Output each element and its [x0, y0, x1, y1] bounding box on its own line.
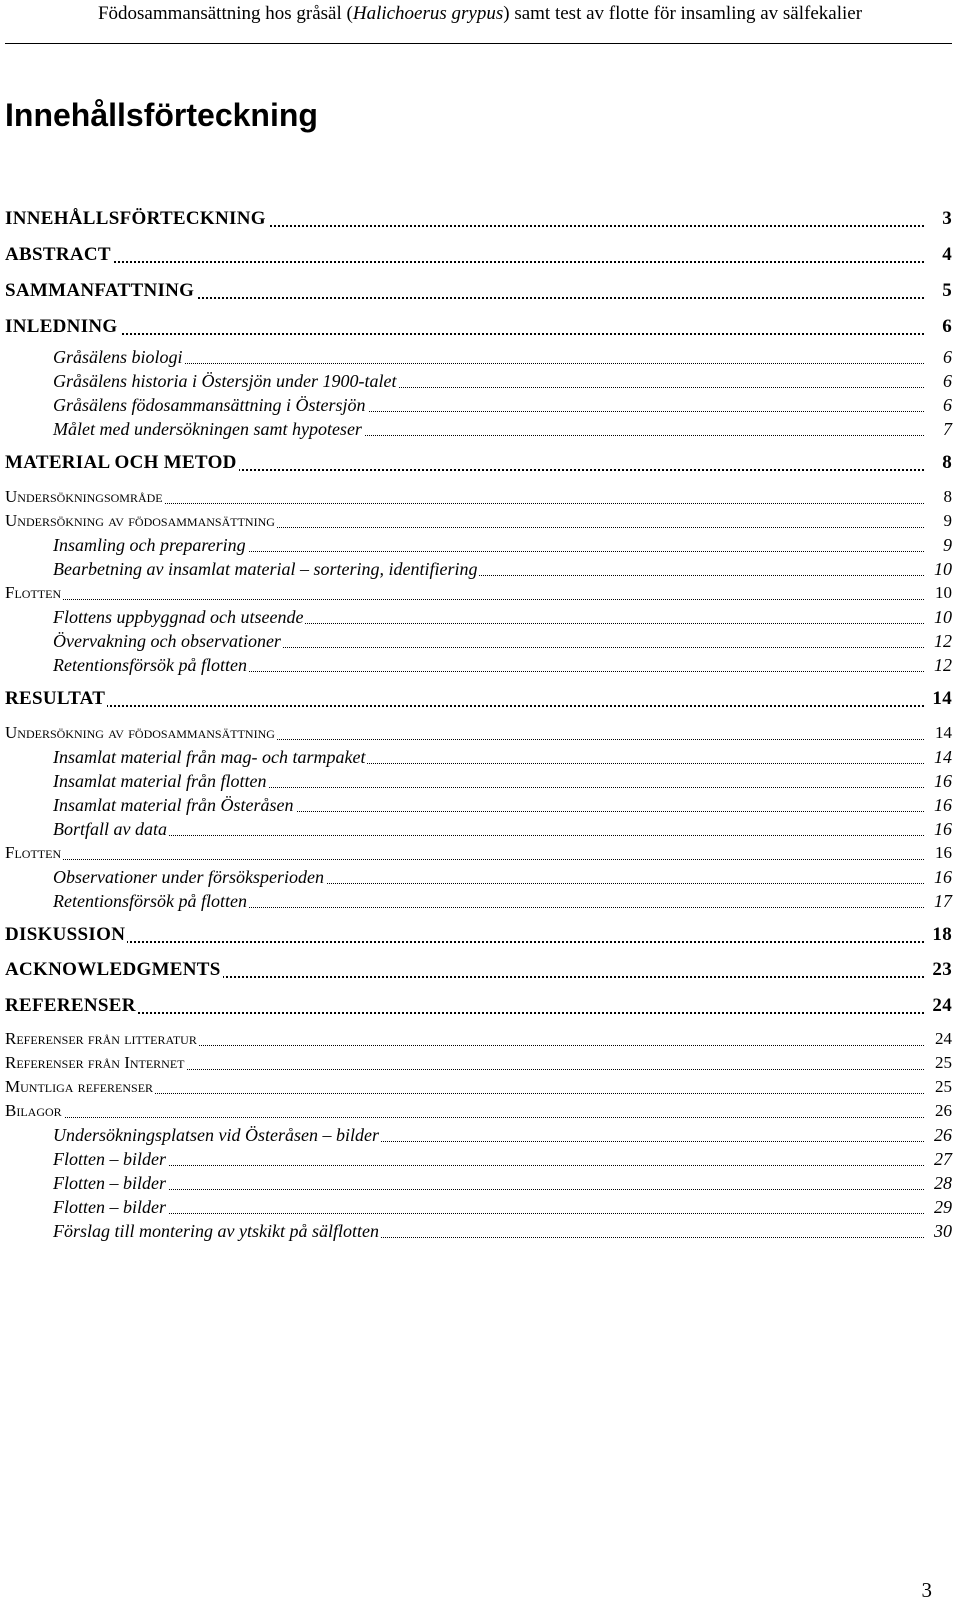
toc-entry-title: Insamlat material från flotten: [53, 771, 267, 791]
toc-entry-page: 4: [942, 244, 952, 265]
toc-entry-title: Insamling och preparering: [53, 535, 246, 555]
toc-entry[interactable]: [0, 1051, 960, 1075]
toc-entry-page: 10: [934, 559, 952, 579]
toc-entry-page: 29: [934, 1197, 952, 1217]
toc-entry-page: 14: [932, 688, 952, 709]
toc-entry-title: DISKUSSION: [5, 924, 126, 945]
toc-dot-leader: [53, 1213, 924, 1214]
toc-entry[interactable]: [0, 1147, 960, 1171]
toc-entry[interactable]: [0, 315, 960, 339]
toc-entry-page: 3: [942, 208, 952, 229]
toc-entry-title: INNEHÅLLSFÖRTECKNING: [5, 208, 266, 229]
toc-dot-leader: [5, 261, 924, 263]
toc-entry[interactable]: [0, 1075, 960, 1099]
toc-entry[interactable]: [0, 393, 960, 417]
toc-entry-page: 6: [943, 347, 952, 367]
toc-entry-page: 16: [934, 819, 952, 839]
toc-entry-title: Insamlat material från mag- och tarmpaket: [53, 747, 366, 767]
toc-entry-page: 27: [934, 1149, 952, 1169]
toc-entry-page: 5: [942, 280, 952, 301]
toc-entry-page: 16: [934, 795, 952, 815]
toc-entry[interactable]: [0, 605, 960, 629]
toc-entry-page: 26: [933, 1099, 952, 1123]
toc-entry-page: 9: [943, 535, 952, 555]
toc-entry-page: 23: [932, 959, 952, 980]
toc-entry-title: Insamlat material från Österåsen: [53, 795, 294, 815]
toc-entry-title: Referenser från litteratur: [5, 1027, 199, 1051]
toc-entry-page: 24: [932, 995, 952, 1016]
running-header-species: Halichoerus grypus: [352, 3, 504, 24]
toc-entry[interactable]: [0, 1219, 960, 1243]
toc-dot-leader: [5, 599, 924, 600]
toc-entry[interactable]: [0, 581, 960, 605]
toc-dot-leader: [53, 835, 924, 836]
toc-entry-title: ABSTRACT: [5, 244, 111, 265]
toc-entry[interactable]: [0, 345, 960, 369]
toc-entry[interactable]: [0, 793, 960, 817]
toc-entry-page: 10: [933, 581, 952, 605]
header-rule: [5, 43, 952, 44]
toc-entry[interactable]: [0, 865, 960, 889]
page-title: Innehållsförteckning: [5, 97, 318, 133]
toc-entry-page: 7: [943, 419, 952, 439]
running-header-text: Födosammansättning hos gråsäl (: [97, 3, 353, 24]
toc-entry-title: Gråsälens historia i Östersjön under 1900-talet: [53, 371, 397, 391]
toc-dot-leader: [5, 333, 924, 335]
toc-entry-page: 14: [934, 747, 952, 767]
toc-entry-page: 14: [933, 721, 952, 745]
toc-entry[interactable]: [0, 369, 960, 393]
toc-entry-title: Undersökningsområde: [5, 485, 165, 509]
toc-entry[interactable]: [0, 509, 960, 533]
toc-entry[interactable]: [0, 279, 960, 303]
toc-entry-title: Retentionsförsök på flotten: [53, 655, 247, 675]
toc-entry-title: INLEDNING: [5, 316, 118, 337]
toc-entry[interactable]: [0, 1099, 960, 1123]
toc-entry-title: Flotten – bilder: [53, 1197, 166, 1217]
toc-entry-page: 18: [932, 924, 952, 945]
toc-entry-page: 16: [934, 771, 952, 791]
toc-dot-leader: [53, 1189, 924, 1190]
toc-entry-title: Gråsälens födosammansättning i Östersjön: [53, 395, 366, 415]
toc-entry[interactable]: [0, 841, 960, 865]
toc-entry-page: 9: [942, 509, 953, 533]
toc-dot-leader: [5, 705, 924, 707]
toc-entry-title: Övervakning och observationer: [53, 631, 281, 651]
toc-entry-page: 25: [933, 1075, 952, 1099]
toc-entry-title: Gråsälens biologi: [53, 347, 183, 367]
toc-entry[interactable]: [0, 1027, 960, 1051]
toc-entry-title: Förslag till montering av ytskikt på sälflotten: [53, 1221, 379, 1241]
toc-entry-page: 16: [934, 867, 952, 887]
running-header: [0, 0, 960, 26]
toc-entry[interactable]: [0, 629, 960, 653]
toc-entry-title: Bortfall av data: [53, 819, 167, 839]
toc-entry-page: 10: [934, 607, 952, 627]
toc-dot-leader: [5, 941, 924, 943]
toc-entry-title: Flotten – bilder: [53, 1173, 166, 1193]
toc-entry-title: Observationer under försöksperioden: [53, 867, 324, 887]
toc-entry-page: 6: [943, 395, 952, 415]
toc-entry-page: 16: [933, 841, 952, 865]
toc-entry-title: Bearbetning av insamlat material – sortering, identifiering: [53, 559, 478, 579]
running-header-text-end: ) samt test av flotte för insamling av sälfekalier: [503, 3, 863, 24]
toc-dot-leader: [5, 859, 924, 860]
toc-entry-page: 24: [933, 1027, 952, 1051]
toc-entry-page: 17: [934, 891, 952, 911]
toc-entry-title: SAMMANFATTNING: [5, 280, 195, 301]
toc-entry[interactable]: [0, 923, 960, 947]
toc-entry-page: 8: [942, 485, 953, 509]
toc-entry[interactable]: [0, 958, 960, 982]
toc-entry-page: 6: [943, 371, 952, 391]
toc-entry-title: MATERIAL OCH METOD: [5, 452, 237, 473]
toc-entry-title: RESULTAT: [5, 688, 106, 709]
toc-entry[interactable]: [0, 653, 960, 677]
toc-entry[interactable]: [0, 769, 960, 793]
toc-entry[interactable]: [0, 745, 960, 769]
toc-entry[interactable]: [0, 243, 960, 267]
toc-entry[interactable]: [0, 451, 960, 475]
toc-entry[interactable]: [0, 417, 960, 441]
toc-entry-title: Flotten – bilder: [53, 1149, 166, 1169]
toc-dot-leader: [53, 1165, 924, 1166]
toc-entry[interactable]: [0, 485, 960, 509]
toc-entry-title: Referenser från Internet: [5, 1051, 187, 1075]
toc-entry[interactable]: [0, 721, 960, 745]
toc-entry[interactable]: [0, 1171, 960, 1195]
toc-dot-leader: [5, 1012, 924, 1014]
toc-dot-leader: [5, 1117, 924, 1118]
toc-entry-page: 12: [934, 631, 952, 651]
toc-entry[interactable]: [0, 207, 960, 231]
toc-entry-title: Bilagor: [5, 1099, 64, 1123]
toc-entry[interactable]: [0, 1195, 960, 1219]
toc-entry-title: Flotten: [5, 841, 63, 865]
toc-entry-title: Undersökningsplatsen vid Österåsen – bilder: [53, 1125, 379, 1145]
toc-entry[interactable]: [0, 533, 960, 557]
toc-entry[interactable]: [0, 889, 960, 913]
toc-entry-page: 12: [934, 655, 952, 675]
toc-entry-title: Undersökning av födosammansättning: [5, 509, 277, 533]
toc-entry[interactable]: [0, 557, 960, 581]
toc-entry[interactable]: [0, 687, 960, 711]
toc-entry-page: 8: [942, 452, 952, 473]
toc-entry-title: Flotten: [5, 581, 63, 605]
toc-entry-page: 26: [934, 1125, 952, 1145]
toc-entry-page: 25: [933, 1051, 952, 1075]
toc-entry-title: Undersökning av födosammansättning: [5, 721, 277, 745]
toc-entry-title: Muntliga referenser: [5, 1075, 155, 1099]
toc-entry-title: Målet med undersökningen samt hypoteser: [53, 419, 362, 439]
toc-entry[interactable]: [0, 817, 960, 841]
toc-entry-title: Retentionsförsök på flotten: [53, 891, 247, 911]
toc-entry-page: 6: [942, 316, 952, 337]
toc-entry[interactable]: [0, 994, 960, 1018]
toc-entry-title: Flottens uppbyggnad och utseende: [53, 607, 304, 627]
toc-entry-page: 28: [934, 1173, 952, 1193]
toc-entry-title: ACKNOWLEDGMENTS: [5, 959, 221, 980]
toc-entry-title: REFERENSER: [5, 995, 136, 1016]
toc-entry[interactable]: [0, 1123, 960, 1147]
page-number: 3: [921, 1578, 932, 1602]
toc-entry-page: 30: [934, 1221, 952, 1241]
